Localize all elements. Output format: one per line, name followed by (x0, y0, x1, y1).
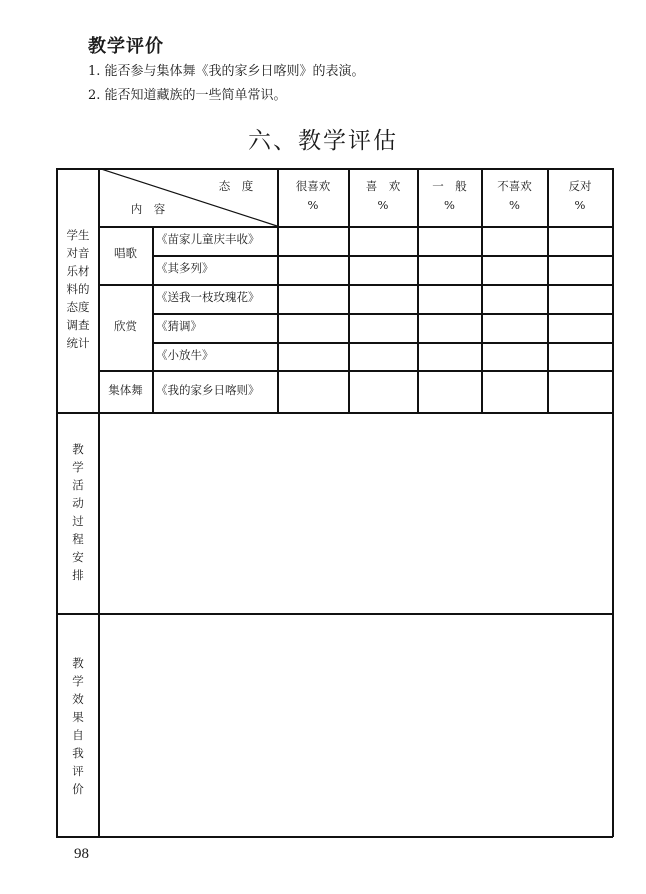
effect-section-label (60, 654, 96, 798)
row-line (152, 255, 613, 257)
label-char: 排 (72, 568, 84, 582)
category-group-dance: 集体舞 (108, 383, 143, 397)
label-char: 活 (72, 478, 84, 492)
col-header-label: 很喜欢 (295, 179, 331, 193)
survey-row-label (60, 226, 96, 352)
label-char: 动 (72, 496, 84, 510)
piece-caidiao: 《猜调》 (156, 319, 202, 333)
category-column-divider (152, 226, 154, 412)
table-border-bottom (56, 836, 613, 838)
col-header-unit: % (574, 197, 586, 212)
col-header-label: 一 般 (432, 179, 467, 193)
label-line: 调查 (66, 318, 90, 332)
piece-miaojia: 《苗家儿童庆丰收》 (156, 232, 260, 246)
label-char: 教 (72, 442, 84, 456)
row-line (152, 342, 613, 344)
label-char: 果 (72, 710, 84, 724)
page-number: 98 (74, 846, 89, 862)
header-content-label: 内 容 (130, 202, 166, 216)
col-header-dislike (482, 180, 547, 211)
table-border-right (612, 168, 614, 837)
label-line: 统计 (66, 336, 90, 350)
col-header-label: 不喜欢 (497, 179, 532, 193)
piece-rikaze: 《我的家乡日喀则》 (156, 383, 260, 397)
label-line: 乐材 (66, 264, 90, 278)
label-char: 效 (72, 692, 84, 706)
col-header-unit: % (509, 197, 520, 212)
label-char: 学 (72, 674, 84, 688)
col-header-label: 喜 欢 (365, 179, 401, 193)
col-header-unit: % (307, 197, 319, 212)
category-appreciation: 欣赏 (114, 319, 137, 333)
col-header-neutral (418, 180, 481, 211)
label-char: 教 (72, 656, 84, 670)
col-header-like (349, 180, 417, 211)
assessment-title: 六、教学评估 (248, 128, 398, 154)
label-char: 价 (72, 782, 84, 796)
col-header-unit: % (377, 197, 389, 212)
label-line: 学生 (66, 228, 90, 242)
category-singing: 唱歌 (114, 246, 137, 260)
label-char: 程 (72, 532, 84, 546)
piece-xiaofangniu: 《小放牛》 (156, 348, 214, 362)
effect-content-area[interactable] (100, 615, 611, 835)
row-line (98, 284, 613, 286)
activity-content-area[interactable] (100, 414, 611, 612)
label-line: 对音 (66, 246, 90, 260)
label-char: 自 (72, 728, 84, 742)
col-header-oppose (548, 180, 612, 211)
piece-rose: 《送我一枝玫瑰花》 (156, 290, 260, 304)
header-attitude-label: 态 度 (218, 179, 254, 193)
row-line (98, 370, 613, 372)
evaluation-item-1: 1. 能否参与集体舞《我的家乡日喀则》的表演。 (88, 64, 365, 79)
label-line: 态度 (66, 300, 90, 314)
evaluation-item-2: 2. 能否知道藏族的一些简单常识。 (88, 88, 287, 103)
label-char: 安 (72, 550, 84, 564)
label-char: 评 (72, 764, 84, 778)
col-header-very-like (278, 180, 348, 211)
row-line (152, 313, 613, 315)
piece-qiduolie: 《其多列》 (156, 261, 214, 275)
activity-section-label (60, 440, 96, 584)
col-header-unit: % (444, 197, 455, 212)
table-border-left (56, 168, 58, 837)
label-char: 学 (72, 460, 84, 474)
label-char: 过 (72, 514, 84, 528)
label-char: 我 (72, 746, 84, 760)
col-header-label: 反对 (568, 179, 592, 193)
diagonal-header-line (98, 168, 278, 228)
label-line: 料的 (66, 282, 90, 296)
section-title-evaluation: 教学评价 (88, 36, 164, 57)
